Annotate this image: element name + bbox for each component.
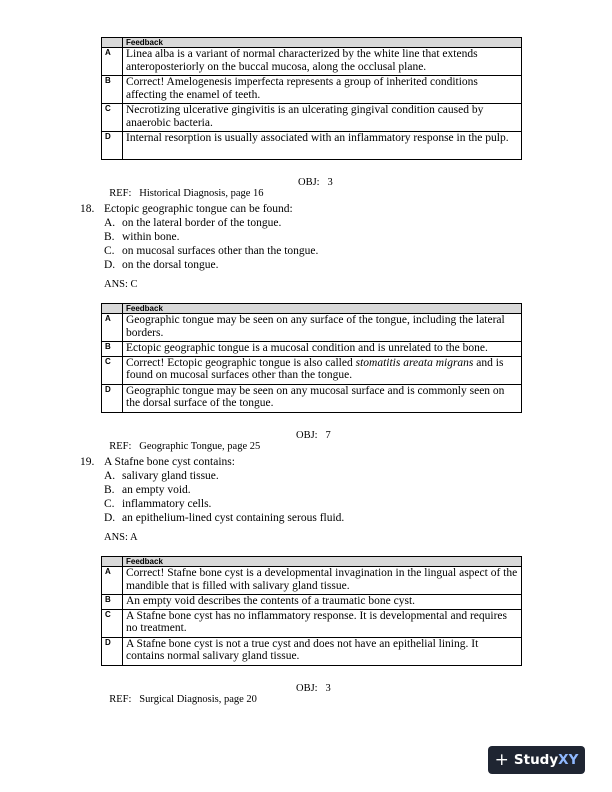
- option-b: B. within bone.: [104, 231, 180, 243]
- feedback-header: Feedback: [123, 38, 522, 48]
- feedback-row: B An empty void describes the contents of a traumatic bone cyst.: [102, 595, 522, 610]
- feedback-row: C A Stafne bone cyst has no inflammatory response. It is developmental and requires no treatment.: [102, 609, 522, 637]
- feedback-row: A Linea alba is a variant of normal characterized by the white line that extends anteroposteriorly on the buccal mucosa, along the occlusal plane.: [102, 48, 522, 76]
- feedback-header: Feedback: [123, 304, 522, 314]
- studyxy-logo[interactable]: [488, 746, 585, 774]
- plus-icon: +: [494, 750, 509, 770]
- feedback-row: D A Stafne bone cyst is not a true cyst and does not have an epithelial lining. It contains normal salivary gland tissue.: [102, 637, 522, 665]
- ref-text: REF: Geographic Tongue, page 25: [109, 441, 261, 452]
- ref-text: REF: Surgical Diagnosis, page 20: [109, 694, 257, 705]
- option-a: A. salivary gland tissue.: [104, 470, 219, 482]
- answer: ANS: A: [104, 532, 138, 543]
- feedback-row: B Correct! Amelogenesis imperfecta represents a group of inherited conditions affecting the enamel of teeth.: [102, 76, 522, 104]
- italic-term: stomatitis areata migrans: [355, 356, 474, 369]
- brand-accent: XY: [558, 752, 579, 768]
- q17-feedback-table: [101, 37, 522, 160]
- feedback-row: D Internal resorption is usually associated with an inflammatory response in the pulp.: [102, 132, 522, 160]
- feedback-row: A Correct! Stafne bone cyst is a developmental invagination in the lingual aspect of the mandible that is filled with salivary gland tissue.: [102, 567, 522, 595]
- feedback-row: B Ectopic geographic tongue is a mucosal condition and is unrelated to the bone.: [102, 342, 522, 357]
- obj-text: OBJ: 3: [296, 683, 331, 694]
- option-d: D. on the dorsal tongue.: [104, 259, 219, 271]
- feedback-header: Feedback: [123, 557, 522, 567]
- option-a: A. on the lateral border of the tongue.: [104, 217, 282, 229]
- question-number: 19.: [80, 456, 95, 468]
- q19-reference: [104, 683, 331, 716]
- feedback-row: D Geographic tongue may be seen on any mucosal surface and is commonly seen on the dorsal surface of the tongue.: [102, 384, 522, 412]
- option-b: B. an empty void.: [104, 484, 191, 496]
- option-c: C. inflammatory cells.: [104, 498, 212, 510]
- q18-feedback-table: [101, 303, 522, 413]
- ref-text: REF: Historical Diagnosis, page 16: [109, 188, 264, 199]
- obj-text: OBJ: 3: [298, 177, 333, 188]
- option-c: C. on mucosal surfaces other than the tongue.: [104, 245, 319, 257]
- feedback-row: C Correct! Ectopic geographic tongue is also called stomatitis areata migrans and is found on mucosal surfaces other than the tongue.: [102, 356, 522, 384]
- brand-name: Study: [513, 752, 559, 768]
- option-d: D. an epithelium-lined cyst containing serous fluid.: [104, 512, 345, 524]
- q19-feedback-table: [101, 556, 522, 666]
- feedback-row: C Necrotizing ulcerative gingivitis is an ulcerating gingival condition caused by anaerobic bacteria.: [102, 104, 522, 132]
- obj-text: OBJ: 7: [296, 430, 331, 441]
- question-text: A Stafne bone cyst contains:: [104, 456, 235, 468]
- question-text: Ectopic geographic tongue can be found:: [104, 203, 293, 215]
- answer: ANS: C: [104, 279, 138, 290]
- feedback-row: A Geographic tongue may be seen on any surface of the tongue, including the lateral borders.: [102, 314, 522, 342]
- question-number: 18.: [80, 203, 95, 215]
